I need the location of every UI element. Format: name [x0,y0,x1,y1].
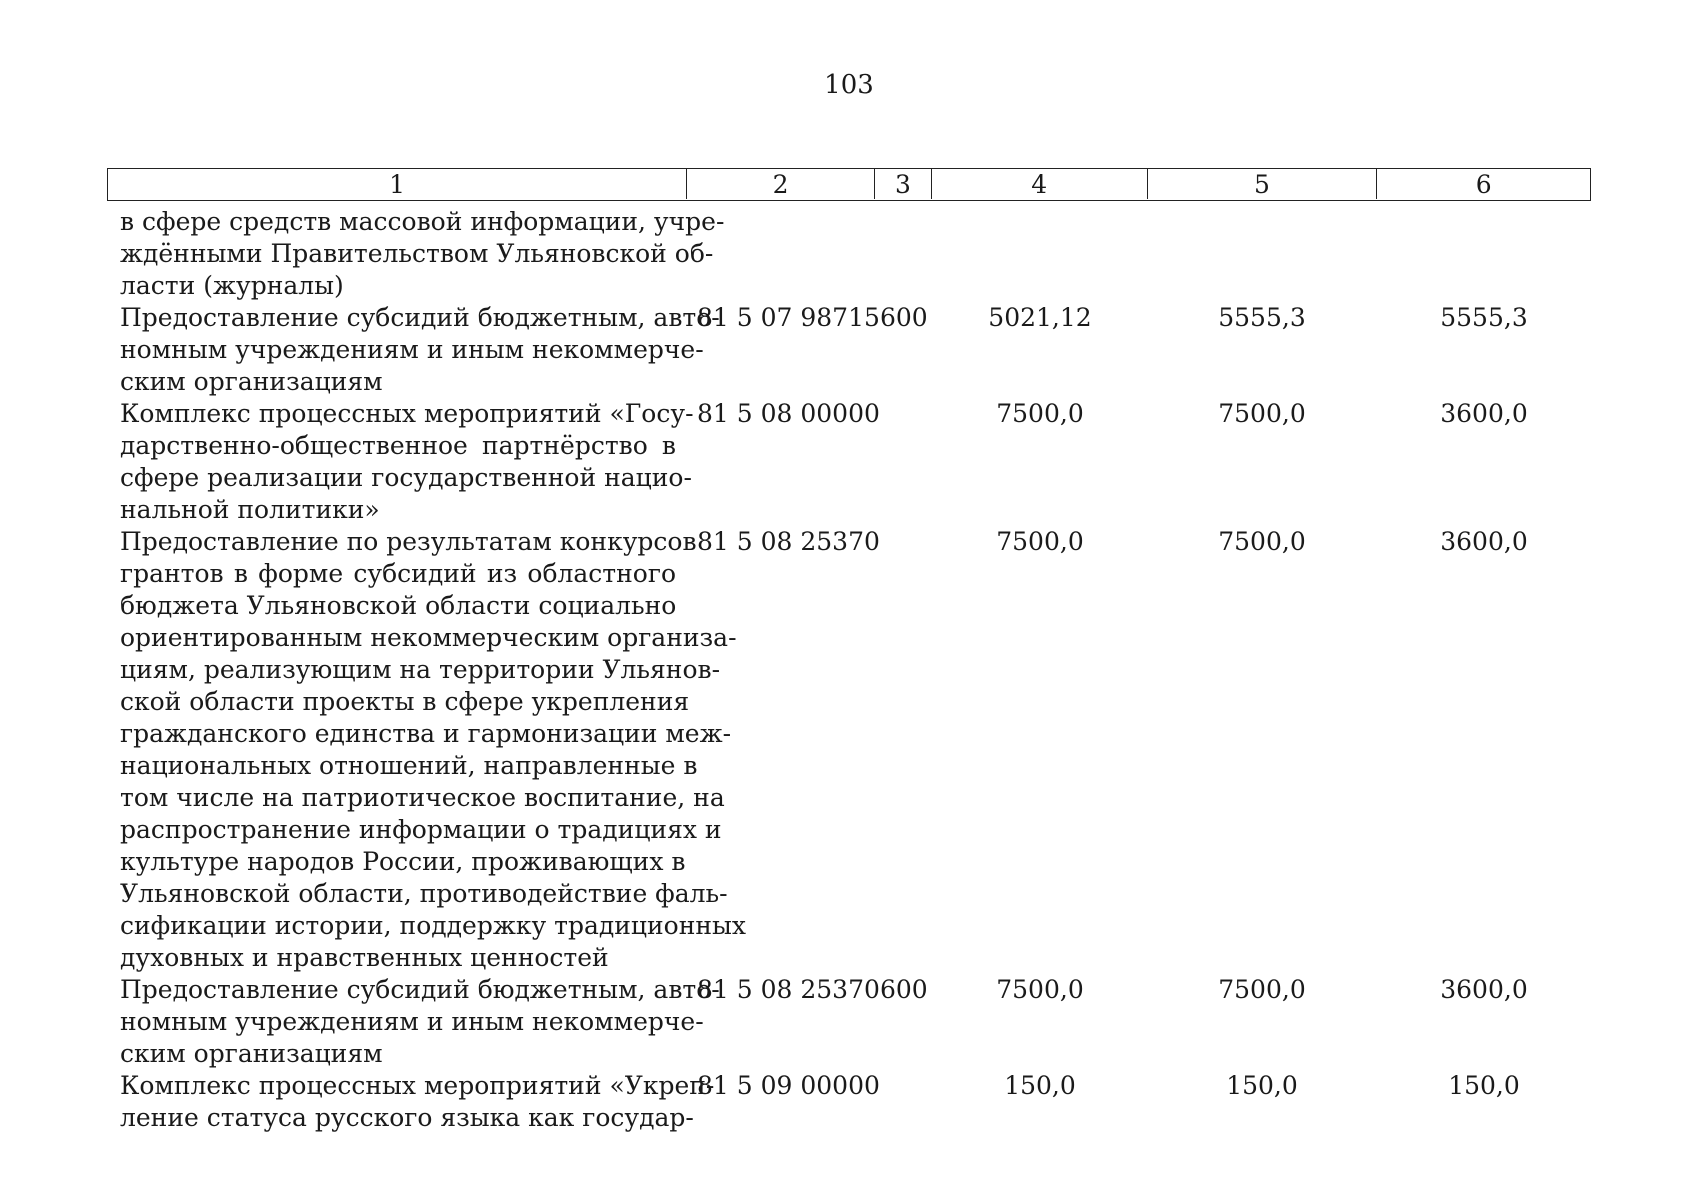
table-row-6-description [120,1070,715,1134]
page-number: 103 [824,70,874,100]
text-line: Предоставление по результатам конкурсов [120,527,697,556]
row-3-value-6: 3600,0 [1440,399,1528,428]
table-header [107,168,1591,201]
row-6-value-5: 150,0 [1226,1071,1298,1100]
text-line: бюджета Ульяновской области социально [120,591,677,620]
text-line: грантов в форме субсидий из областного [120,559,676,588]
row-3-value-5: 7500,0 [1218,399,1306,428]
header-col-6: 6 [1475,170,1492,199]
row-2-type: 600 [880,303,928,332]
text-line: культуре народов России, проживающих в [120,847,686,876]
text-line: сфере реализации государственной нацио- [120,463,692,492]
row-6-value-6: 150,0 [1448,1071,1520,1100]
row-3-code: 81 5 08 00000 [697,399,880,428]
table-row-3-description [120,398,694,526]
row-4-value-6: 3600,0 [1440,527,1528,556]
table-row-2-description [120,302,720,398]
text-line: Предоставление субсидий бюджетным, авто- [120,303,720,332]
row-5-value-4: 7500,0 [996,975,1084,1004]
text-line: номным учреждениям и иным некоммерче- [120,335,704,364]
header-col-1: 1 [108,169,687,199]
text-line: ление статуса русского языка как государ- [120,1103,694,1132]
row-3-value-4: 7500,0 [996,399,1084,428]
row-4-value-5: 7500,0 [1218,527,1306,556]
header-col-2: 2 [687,169,875,199]
row-2-value-6: 5555,3 [1440,303,1528,332]
header-col-5: 5 [1148,169,1378,199]
text-line: Ульяновской области, противодействие фаль- [120,879,728,908]
row-5-type: 600 [880,975,928,1004]
text-line: ским организациям [120,1039,383,1068]
text-line: том числе на патриотическое воспитание, на [120,783,725,812]
row-2-code: 81 5 07 98715 [697,303,880,332]
text-line: дарственно-общественное партнёрство в [120,431,676,460]
row-5-value-6: 3600,0 [1440,975,1528,1004]
text-line: нальной политики» [120,495,380,524]
text-line: распространение информации о традициях и [120,815,722,844]
table-row-5-description [120,974,720,1070]
text-line: в сфере средств массовой информации, учре- [120,207,725,236]
row-2-value-5: 5555,3 [1218,303,1306,332]
row-5-value-5: 7500,0 [1218,975,1306,1004]
table-row-4-description [120,526,747,974]
text-line: ской области проекты в сфере укрепления [120,687,690,716]
text-line: гражданского единства и гармонизации меж- [120,719,732,748]
text-line: Комплекс процессных мероприятий «Госу- [120,399,694,428]
header-col-4: 4 [932,169,1148,199]
table-row-1-description [120,206,725,302]
text-line: ждёнными Правительством Ульяновской об- [120,239,714,268]
row-6-value-4: 150,0 [1004,1071,1076,1100]
text-line: сификации истории, поддержку традиционных [120,911,747,940]
header-col-3: 3 [875,169,932,199]
row-2-value-4: 5021,12 [988,303,1092,332]
row-5-code: 81 5 08 25370 [697,975,880,1004]
text-line: ориентированным некоммерческим организа- [120,623,737,652]
row-6-code: 81 5 09 00000 [697,1071,880,1100]
text-line: циям, реализующим на территории Ульянов- [120,655,721,684]
row-4-value-4: 7500,0 [996,527,1084,556]
text-line: Предоставление субсидий бюджетным, авто- [120,975,720,1004]
row-4-code: 81 5 08 25370 [697,527,880,556]
text-line: ским организациям [120,367,383,396]
text-line: ласти (журналы) [120,271,344,300]
text-line: Комплекс процессных мероприятий «Укреп- [120,1071,715,1100]
text-line: духовных и нравственных ценностей [120,943,609,972]
text-line: национальных отношений, направленные в [120,751,698,780]
text-line: номным учреждениям и иным некоммерче- [120,1007,704,1036]
